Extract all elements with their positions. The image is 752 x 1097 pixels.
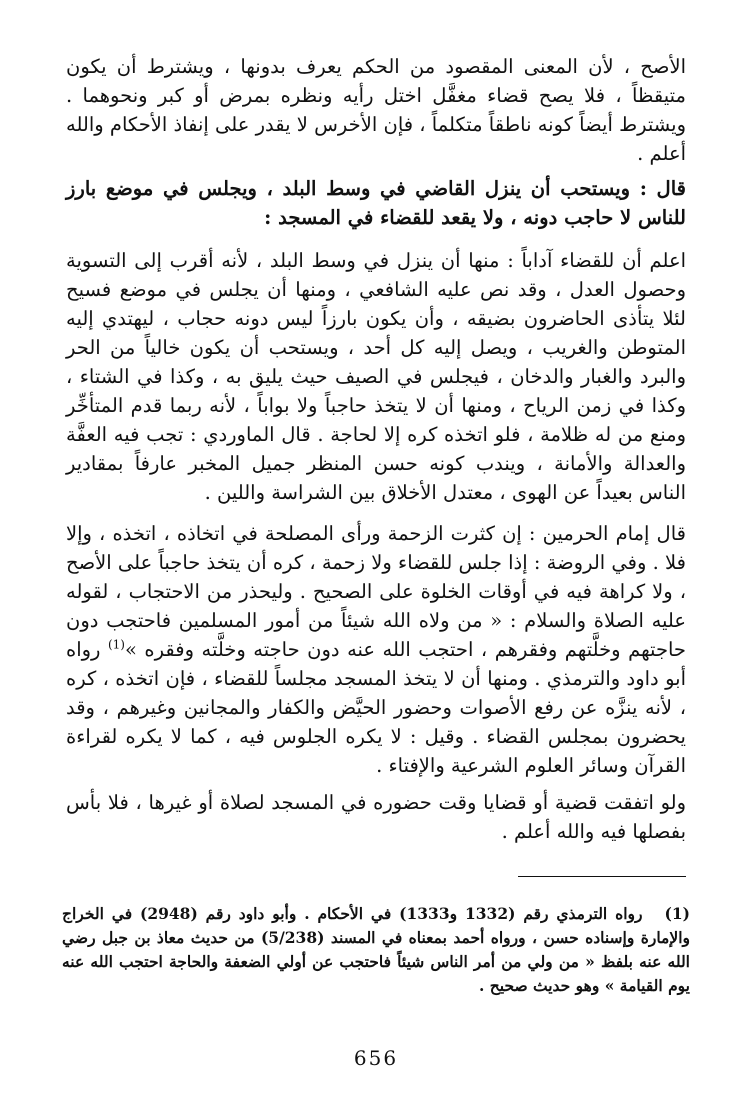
paragraph-4 (66, 519, 686, 780)
footnote-number: (1) (664, 904, 690, 923)
footnote-text: رواه الترمذي رقم (1332 و1333) في الأحكام . وأبو داود رقم (2948) في الخراج والإمارة وإسناده حسن ، ورواه أحمد بمعناه في المسند (5/238) من حديث معاذ بن جبل رضي الله عنه بلفظ « من ولي من أمر الناس شيئاً فاحتجب عن أولي الضعفة والحاجة احتجب الله عنه يوم القيامة » وهو حديث صحيح . (62, 904, 690, 995)
footnote-separator (518, 876, 686, 877)
footnote (62, 902, 690, 998)
paragraph-4-text-after: رواه أبو داود والترمذي . ومنها أن لا يتخذ المسجد مجلساً للقضاء ، فإن اتخذه ، كره ، لأنه ينزَّه عن رفع الأصوات وحضور الحيَّض والكفار والمجانين وغيرهم ، وقد يحضرون بمجلس القضاء . وقيل : لا يكره الجلوس فيه ، كما لا يكره لقراءة القرآن وسائر العلوم الشرعية والإفتاء . (66, 638, 686, 777)
footnote-reference: (1) (107, 637, 125, 652)
paragraph-5: ولو اتفقت قضية أو قضايا وقت حضوره في المسجد لصلاة أو غيرها ، فلا بأس بفصلها فيه والله أعلم . (66, 791, 686, 843)
paragraph-4-text-before: قال إمام الحرمين : إن كثرت الزحمة ورأى المصلحة في اتخاذه ، اتخذه ، وإلا فلا . وفي الروضة : إذا جلس للقضاء ولا زحمة ، كره أن يتخذ حاجباً على الأصح ، ولا كراهة فيه في أوقات الخلوة على الصحيح . وليحذر من الاحتجاب ، لقوله عليه الصلاة والسلام : « من ولاه الله شيئاً من أمور المسلمين فاحتجب دون حاجتهم وخلَّتهم وفقرهم ، احتجب الله عنه دون حاجته وخلَّته وفقره » (66, 522, 686, 661)
paragraph-1: الأصح ، لأن المعنى المقصود من الحكم يعرف بدونها ، ويشترط أن يكون متيقظاً ، فلا يصح قضاء مغفَّل اختل رأيه ونظره بمرض أو كبر ونحوهما . ويشترط أيضاً كونه ناطقاً متكلماً ، فإن الأخرس لا يقدر على إنفاذ الأحكام والله أعلم . (66, 55, 687, 165)
paragraph-3: اعلم أن للقضاء آداباً : منها أن ينزل في وسط البلد ، لأنه أقرب إلى التسوية وحصول العدل ، وقد نص عليه الشافعي ، ومنها أن يجلس في موضع فسيح لئلا يتأذى الحاضرون بضيقه ، وأن يكون بارزاً ليس دونه حجاب ، ليهتدي إليه المتوطن والغريب ، ويصل إليه كل أحد ، ويستحب أن يكون خالياً من الحر والبرد والغبار والدخان ، فيجلس في الصيف حيث يليق به ، وكذا في الشتاء ، وكذا في زمن الرياح ، ومنها أن لا يتخذ حاجباً ولا بواباً ، لأنه ربما قدم المتأخِّر ومنع من له ظلامة ، فلو اتخذه كره إلا لحاجة . قال الماوردي : تجب فيه العفَّة والعدالة والأمانة ، ويندب كونه حسن المنظر جميل المخبر عارفاً بمقادير الناس بعيداً عن الهوى ، معتدل الأخلاق بين الشراسة واللين . (66, 249, 686, 504)
paragraph-2-heading: قال : ويستحب أن ينزل القاضي في وسط البلد ، ويجلس في موضع بارز للناس لا حاجب دونه ، ولا يقعد للقضاء في المسجد : (66, 177, 686, 229)
page-number: 656 (353, 1046, 399, 1070)
